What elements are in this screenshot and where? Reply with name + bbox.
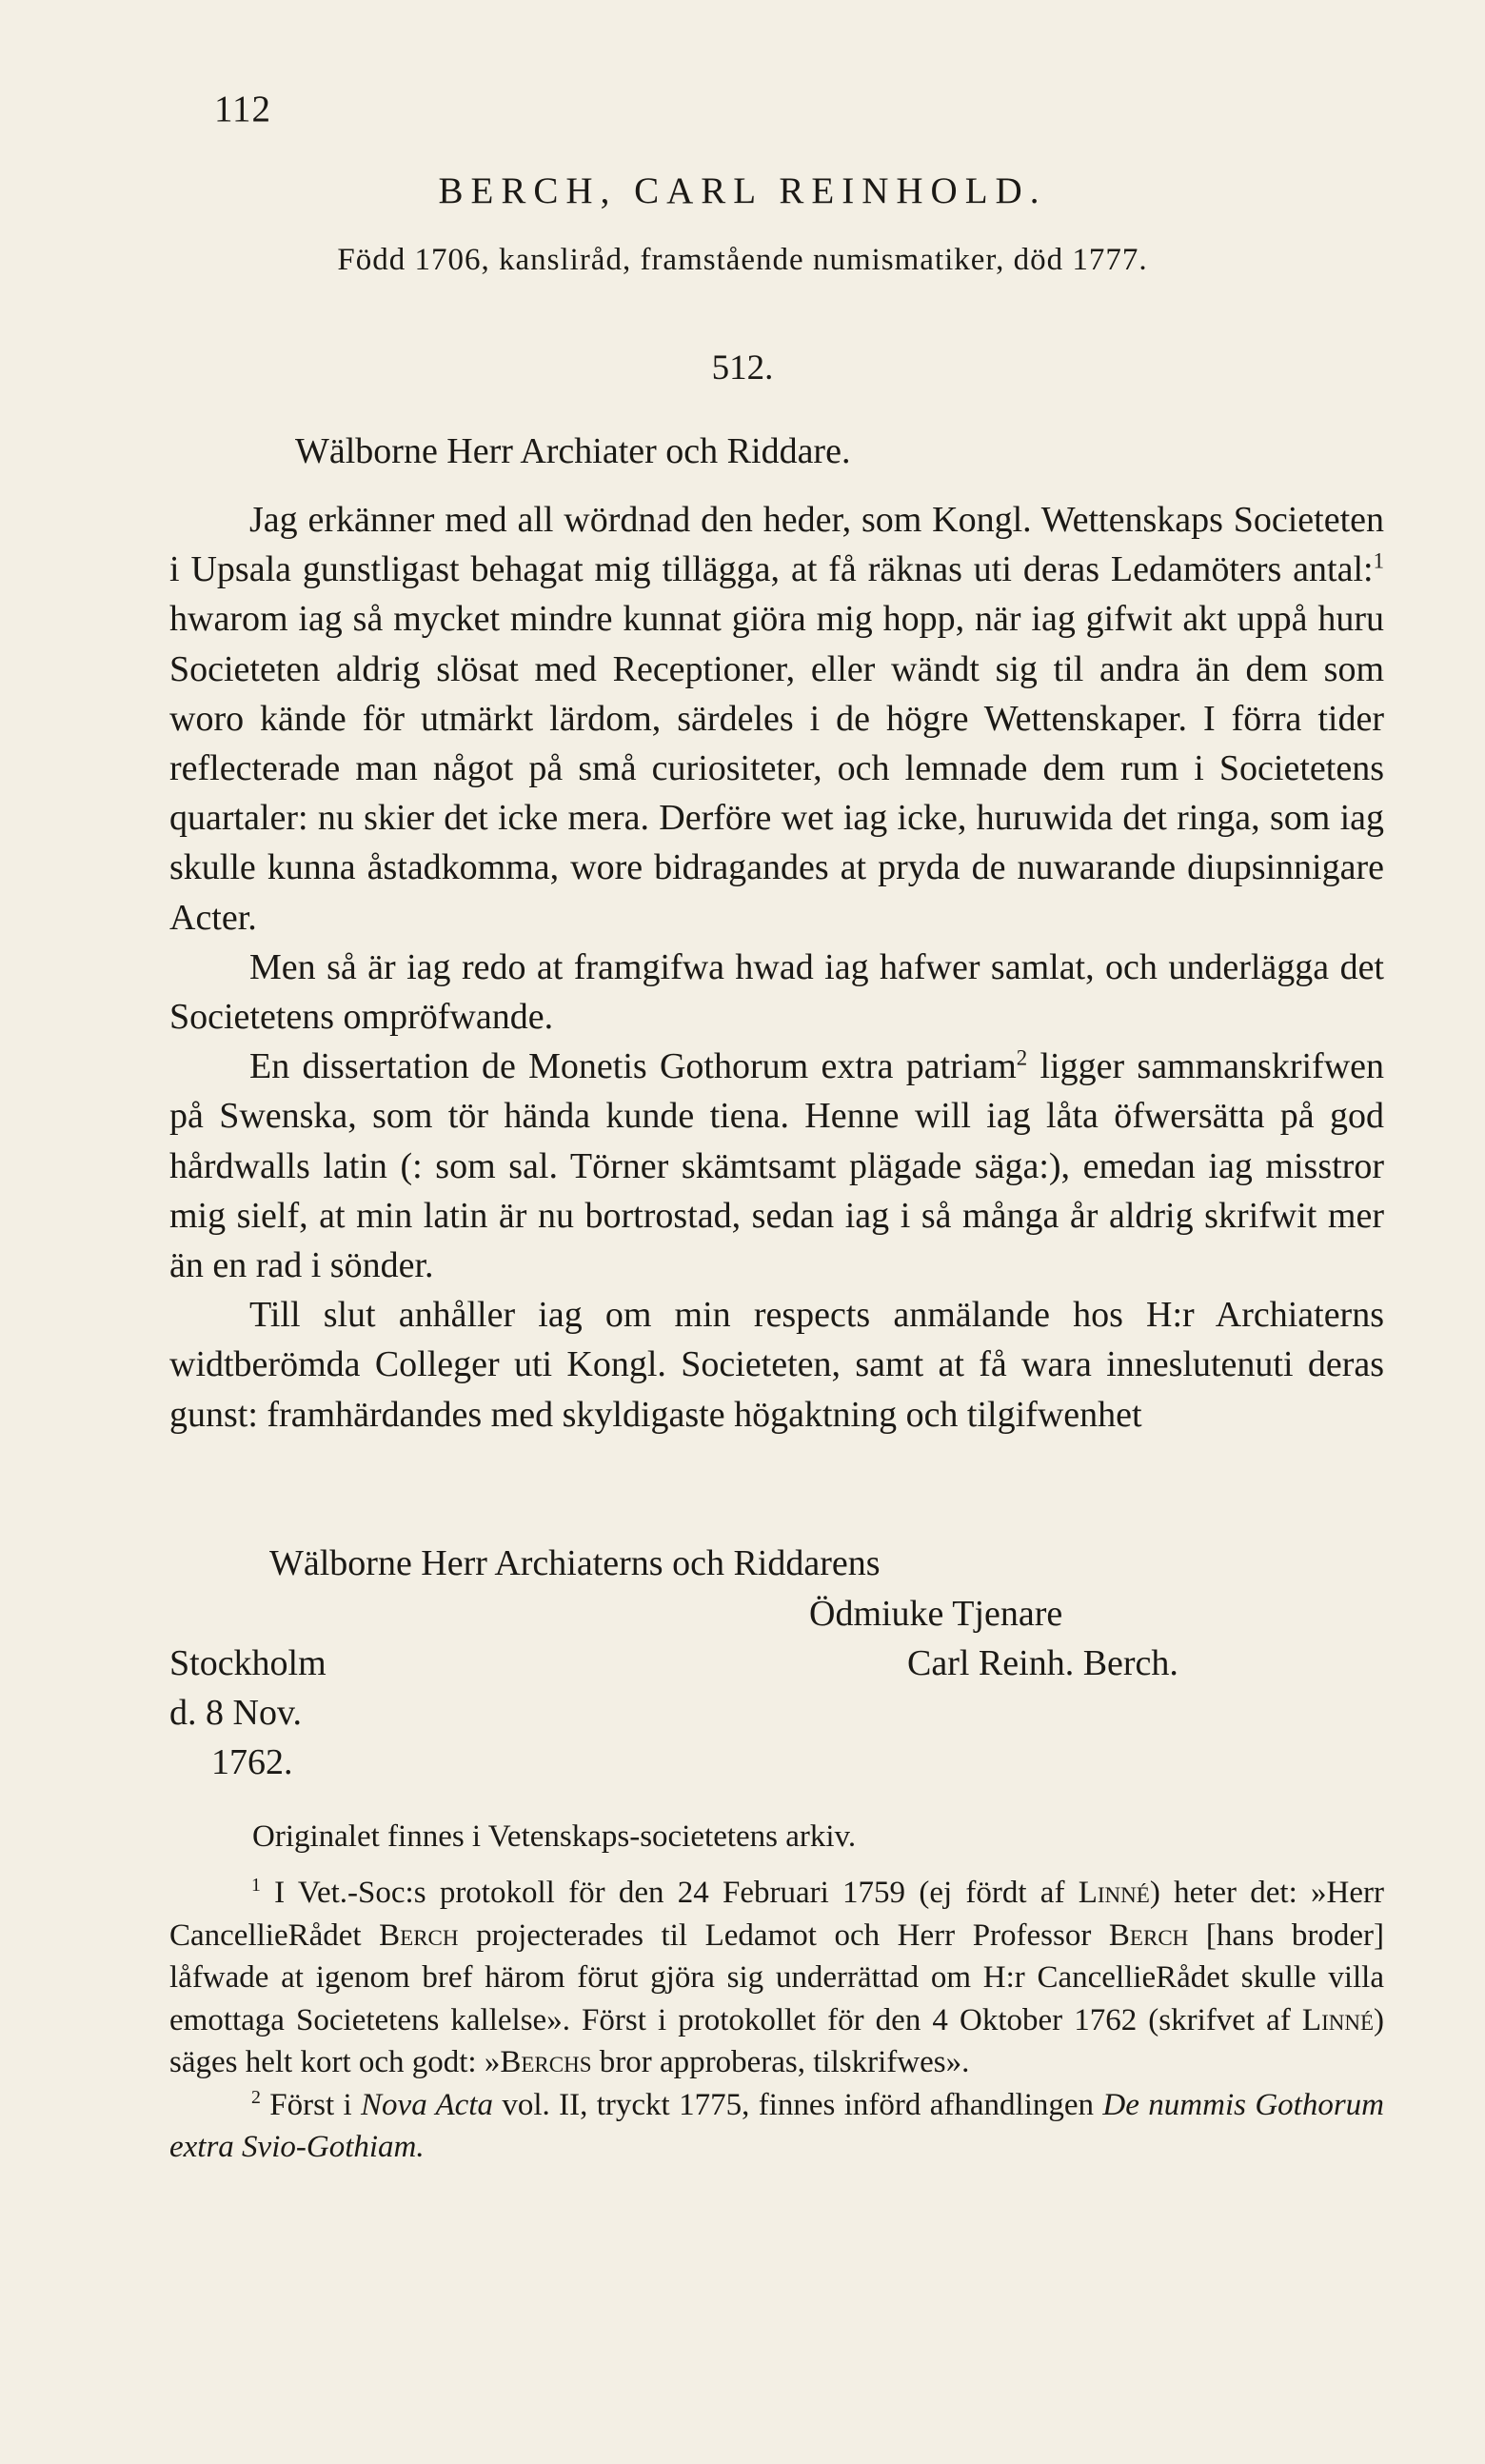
treatise-title: De nummis Gothorum extra Svio-Gothiam.	[169, 2087, 1385, 2164]
name-linne: Linné	[1078, 1876, 1150, 1910]
body-paragraph: En dissertation de Monetis Gothorum extra patriam$^2$ ligger sammanskrifwen på Swenska, som tör hända kunde tiena. Henne will iag låta öfwersätta på god hårdwalls latin (: som sal. Törner skämtsamt plägade säga:), emedan iag misstror mig sielf, at min latin är nu bortrostad, sedan iag i så många år aldrig skrifwit mer än en rad i sönder.	[169, 1045, 1384, 1286]
body-paragraph: Till slut anhåller iag om min respects anmälande hos H:r Archiaterns widtberömda Colleger uti Kongl. Societeten, samt at få wara inneslutenuti deras gunst: framhärdandes med skyldigaste högaktning och tilgifwenhet	[169, 1295, 1384, 1435]
name-linne: Linné	[1301, 2002, 1374, 2037]
closing-servant: Ödmiuke Tjenare	[809, 1594, 1063, 1634]
letter-date: d. 8 Nov.	[169, 1693, 302, 1733]
name-berchs: Berchs	[500, 2045, 592, 2079]
letter-place: Stockholm	[169, 1643, 327, 1683]
page-number: 112	[214, 89, 272, 129]
footnote-ref-2: 2	[1016, 1045, 1028, 1070]
author-biography-line: Född 1706, kansliråd, framstående numismatiker, död 1777.	[337, 243, 1148, 277]
footnotes	[169, 1872, 1384, 2169]
footnote-ref-1: 1	[1373, 548, 1384, 573]
name-berch: Berch	[1108, 1918, 1189, 1953]
body-paragraph: Jag erkänner med all wördnad den heder, som Kongl. Wettenskaps Societeten i Upsala gunstligast behagat mig tillägga, at få räknas uti deras Ledamöters antal:$^1$ hwarom iag så mycket mindre kunnat giöra mig hopp, när iag gifwit akt uppå huru Societeten aldrig slösat med Receptioner, eller wändt sig til andra än dem som woro kände för utmärkt lärdom, särdeles i de högre Wettenskaper. I förra tider reflecterade man något på små curiositeter, och lemnade dem rum i Societetens quartaler: nu skier det icke mera. Derföre wet iag icke, huruwida det ringa, som iag skulle kunna åstadkomma, wore bidragandes at pryda de nuwarande diupsinnigare Acter.	[169, 500, 1384, 938]
footnote-1: $^1$ I Vet.-Soc:s protokoll för den 24 Februari 1759 (ej fördt af Linné) heter det: »Herr CancellieRådet Berch projecterades til Ledamot och Herr Professor Berch [hans broder] låfwade at igenom bref härom förut gjöra sig underrättad om H:r CancellieRådet skulle villa emottaga Societetens kallelse». Först i protokollet för den 4 Oktober 1762 (skrifvet af Linné) säges helt kort och godt: »Berchs bror approberas, tilskrifwes».	[169, 1875, 1385, 2079]
signature: Carl Reinh. Berch.	[907, 1643, 1178, 1683]
body-paragraph: Men så är iag redo at framgifwa hwad iag hafwer samlat, och underlägga det Societetens ompröfwande.	[169, 946, 1384, 1038]
closing-line: Wälborne Herr Archiaterns och Riddarens	[269, 1543, 881, 1583]
archive-note: Originalet finnes i Vetenskaps-societetens arkiv.	[252, 1819, 857, 1854]
salutation: Wälborne Herr Archiater och Riddare.	[295, 431, 851, 471]
footnote-2: $^2$ Först i Nova Acta vol. II, tryckt 1775, finnes införd afhandlingen De nummis Gothorum extra Svio-Gothiam.	[169, 2086, 1385, 2164]
letter-author-heading: BERCH, CARL REINHOLD.	[438, 170, 1047, 211]
letter-year: 1762.	[211, 1742, 293, 1782]
name-berch: Berch	[379, 1918, 459, 1953]
letter-body	[169, 495, 1384, 1440]
letter-number: 512.	[711, 348, 774, 387]
journal-title: Nova Acta	[361, 2087, 493, 2122]
